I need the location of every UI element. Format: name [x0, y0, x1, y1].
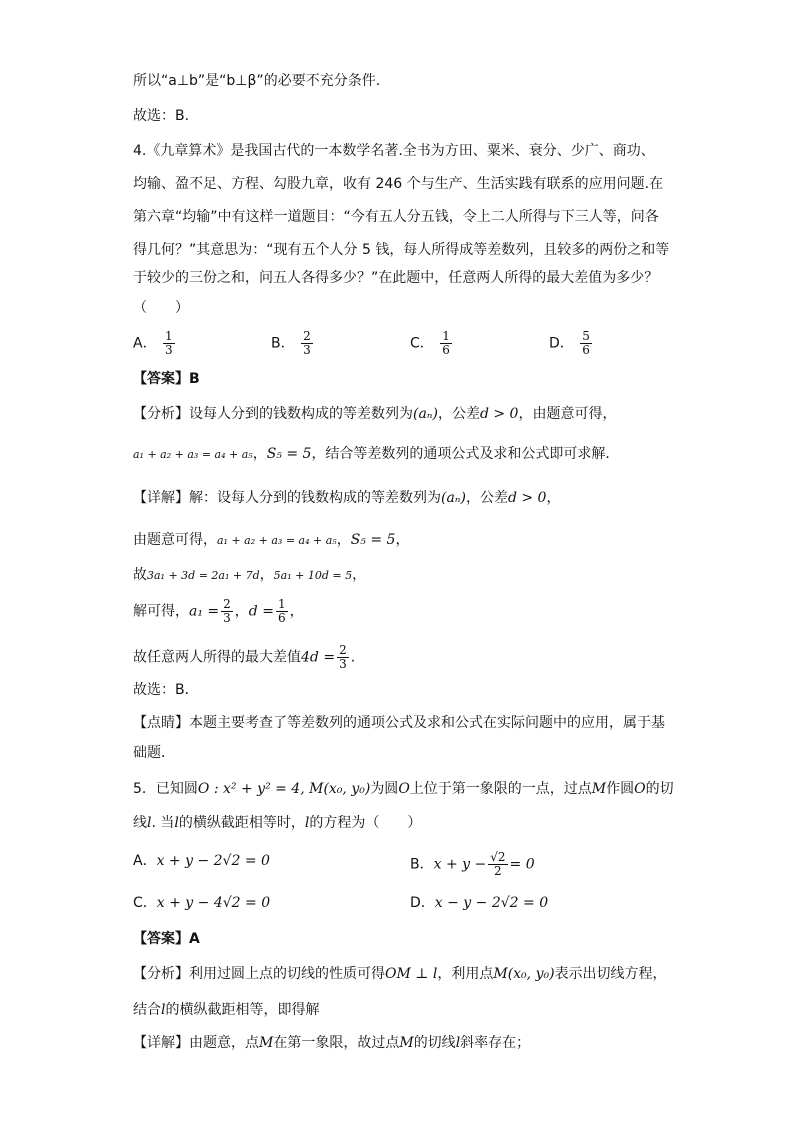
formula: l: [304, 815, 310, 831]
denominator: 3: [223, 611, 231, 625]
numerator: 2: [303, 329, 311, 343]
text: 【分析】设每人分到的钱数构成的等差数列为: [133, 406, 413, 422]
formula: l: [455, 1035, 461, 1051]
denominator: 3: [303, 343, 311, 357]
denominator: 6: [442, 343, 450, 357]
formula: M: [259, 1035, 274, 1051]
formula: M: [399, 1035, 414, 1051]
text: ，利用点: [437, 966, 494, 982]
option-d: [549, 330, 594, 357]
text: 的切线: [413, 1035, 456, 1051]
analysis-line: [133, 444, 619, 465]
formula: 3a₁ + 3d = 2a₁ + 7d: [147, 569, 260, 582]
formula: (aₙ): [441, 490, 466, 506]
text: 上位于第一象限的一点，过点: [409, 781, 592, 797]
question-4-line: （ ）: [133, 300, 189, 316]
formula: d > 0: [507, 490, 547, 506]
text: 线: [133, 815, 147, 831]
formula: S₅ = 5: [350, 532, 396, 548]
text: ，: [546, 490, 561, 506]
fraction: [276, 598, 288, 625]
note-line: 【点睛】本题主要考查了等差数列的通项公式及求和公式在实际问题中的应用，属于基: [133, 715, 665, 731]
text: ，结合等差数列的通项公式及求和公式即可求解．: [311, 446, 620, 462]
formula: M(x₀, y₀): [493, 966, 555, 982]
text: 【详解】解：设每人分到的钱数构成的等差数列为: [133, 490, 441, 506]
question-4-line: 4.《九章算术》是我国古代的一本数学名著.全书为方田、粟米、衰分、少广、商功、: [133, 143, 655, 159]
option-label: A．: [133, 335, 157, 352]
question-5-line: [133, 779, 674, 799]
option-c: [410, 330, 454, 357]
text: 作圆: [606, 781, 635, 797]
fraction: [221, 598, 233, 625]
option-label: B．: [410, 856, 434, 873]
formula: l: [147, 815, 152, 831]
detail-line: [133, 1033, 530, 1053]
fraction: [337, 644, 349, 671]
analysis-line: [133, 404, 616, 424]
denominator: 3: [165, 343, 173, 357]
option-fraction: [440, 330, 452, 357]
text: ，: [234, 603, 249, 620]
question-4-line: 于较少的三份之和，问五人各得多少？”在此题中，任意两人所得的最大差值为多少？: [133, 270, 659, 286]
text: 5．已知圆: [133, 781, 198, 797]
question-4-line: 第六章“均输”中有这样一道题目：“今有五人分五钱，令上二人所得与下三人等，问各: [133, 209, 659, 225]
question-4-line: 均输、盈不足、方程、勾股九章，收有 246 个与生产、生活实践有联系的应用问题.在: [133, 176, 664, 192]
option-formula: x + y − 2√2 = 0: [156, 853, 270, 869]
formula: OM ⊥ l: [385, 966, 438, 982]
answer-label: 【答案】B: [133, 371, 200, 387]
formula: 4d =: [301, 649, 336, 666]
formula: O : x² + y² = 4, M(x₀, y₀): [197, 781, 371, 797]
formula: l: [174, 815, 179, 831]
formula: O: [634, 781, 646, 797]
numerator: 2: [223, 597, 231, 611]
formula: l: [161, 1002, 166, 1018]
formula: S₅ = 5: [266, 446, 312, 462]
option-d: [410, 893, 548, 913]
formula: 5a₁ + 10d = 5: [273, 569, 353, 582]
option-b: [271, 330, 315, 357]
note-line: 础题．: [133, 745, 175, 761]
numerator: √2: [490, 850, 506, 864]
formula: d > 0: [479, 406, 519, 422]
detail-line: [133, 530, 409, 551]
text: ，: [336, 532, 351, 548]
denominator: 6: [582, 343, 590, 357]
text: 的方程为（ ）: [309, 815, 422, 831]
detail-line: [133, 598, 304, 625]
text: 的切: [645, 781, 674, 797]
fraction: [488, 851, 507, 878]
numerator: 2: [339, 643, 347, 657]
option-label: C．: [410, 335, 434, 352]
option-label: D．: [549, 335, 574, 352]
text: ，公差: [437, 406, 480, 422]
text: ，: [352, 567, 367, 583]
numerator: 1: [442, 329, 450, 343]
option-label: A．: [133, 853, 157, 869]
detail-line: [133, 488, 560, 508]
detail-line: [133, 644, 355, 671]
text: .: [350, 649, 356, 666]
text: 解可得，: [133, 603, 189, 620]
formula: M: [591, 781, 607, 797]
text-line: 所以“a⊥b”是“b⊥β”的必要不充分条件.: [133, 73, 381, 89]
text: ，公差: [465, 490, 508, 506]
text: 为圆: [370, 781, 399, 797]
option-c: [133, 893, 270, 913]
detail-line: 故选：B．: [133, 682, 199, 698]
analysis-line: [133, 964, 667, 984]
text: 故: [133, 567, 147, 583]
numerator: 1: [165, 329, 173, 343]
option-label: D．: [410, 895, 435, 911]
option-formula: x − y − 2√2 = 0: [434, 895, 549, 911]
analysis-line: [133, 1000, 319, 1020]
text: 的横纵截距相等，即得解: [165, 1002, 320, 1018]
option-formula: = 0: [509, 856, 535, 873]
denominator: 3: [339, 657, 347, 671]
option-label: B．: [271, 335, 295, 352]
text: 由题意可得，: [133, 532, 217, 548]
denominator: 6: [277, 611, 286, 625]
option-a: [133, 330, 177, 357]
numerator: 5: [582, 329, 590, 343]
text: 斜率存在；: [460, 1035, 531, 1051]
text: 【详解】由题意，点: [133, 1035, 259, 1051]
formula: a₁ + a₂ + a₃ = a₄ + a₅: [133, 448, 253, 461]
option-b: [410, 851, 535, 878]
option-formula: x + y −: [433, 856, 487, 873]
option-fraction: [163, 330, 175, 357]
text: ，: [259, 567, 274, 583]
option-label: C．: [133, 895, 157, 911]
text: ，: [252, 446, 267, 462]
detail-line: [133, 565, 366, 586]
formula: O: [398, 781, 410, 797]
option-formula: x + y − 4√2 = 0: [156, 895, 271, 911]
text: . 当: [151, 815, 175, 831]
text: 的横纵截距相等时，: [178, 815, 305, 831]
text: 【分析】利用过圆上点的切线的性质可得: [133, 966, 385, 982]
text: ，由题意可得，: [518, 406, 617, 422]
text: 故任意两人所得的最大差值: [133, 649, 301, 666]
text: 在第一象限，故过点: [273, 1035, 400, 1051]
option-fraction: [301, 330, 313, 357]
text: 表示出切线方程，: [554, 966, 667, 982]
text: ，: [289, 603, 304, 620]
text: 结合: [133, 1002, 161, 1018]
denominator: 2: [494, 864, 502, 878]
numerator: 1: [277, 597, 286, 611]
answer-label: 【答案】A: [133, 931, 200, 947]
option-fraction: [580, 330, 592, 357]
option-a: [133, 851, 270, 871]
formula: a₁ + a₂ + a₃ = a₄ + a₅: [217, 534, 337, 547]
formula: (aₙ): [413, 406, 438, 422]
text-line: 故选：B.: [133, 108, 190, 124]
formula: d =: [248, 603, 274, 620]
question-5-line: [133, 813, 421, 833]
formula: a₁ =: [189, 603, 220, 620]
text: ，: [395, 532, 410, 548]
question-4-line: 得几何？”其意思为：“现有五个人分 5 钱，每人所得成等差数列，且较多的两份之和等: [133, 242, 670, 258]
